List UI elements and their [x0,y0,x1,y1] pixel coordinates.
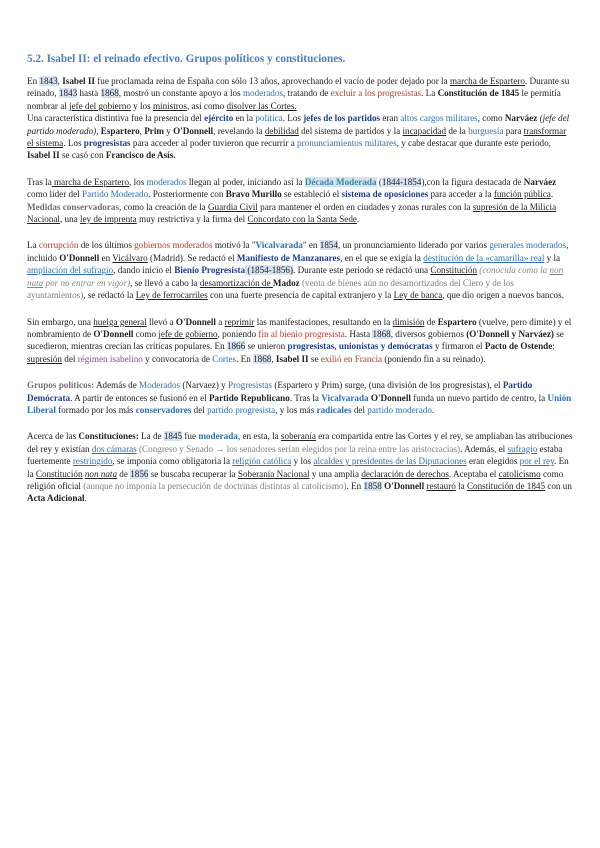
text-run: Narváez [523,176,557,187]
text-run: catolicismo [498,468,541,479]
text-run: . Durante este periodo se redactó una [293,265,431,276]
text-run: Narváez [504,113,538,124]
text-run: Constitución de 1845 [466,480,546,491]
text-run: (O'Donnell y Narváez) [466,328,554,339]
section-heading: 5.2. Isabel II: el reinado efectivo. Grupos políticos y constituciones. [27,53,346,65]
text-run: . [550,189,554,200]
text-run: Sin embargo, una [27,316,94,327]
text-run: de los últimos [78,240,135,251]
text-run: por no entrar en vigor) [43,277,131,288]
text-run: , así como [186,100,227,111]
text-run: , dando inicio el [113,265,175,276]
text-run: sistema de oposiciones [341,189,429,200]
text-run: Vicalvarada [255,240,303,251]
text-run: , se imponía como obligatoria la [112,456,233,467]
text-run: O'Donnell [59,252,100,263]
paragraph-1 [27,75,574,162]
text-run: transformar el sistema [27,125,567,149]
text-run: excluir a los progresistas [330,88,422,99]
text-run: y convocatoria de [142,353,213,364]
text-run: ley de imprenta [79,214,137,225]
text-run: 1845 [163,431,183,442]
text-run: 1843 [39,76,58,86]
text-run: , que dio origen a nuevos bancos. [442,290,564,301]
text-run: desamortización de [199,277,273,288]
text-run: Vicalvarada [321,392,369,403]
text-run: Espartero [437,316,477,327]
text-run: del [191,404,208,415]
text-run: (Congreso y Senado → los senadores serían elegidos por la reina entre las aristocracias) [139,443,461,454]
text-run: . En la [27,456,569,479]
text-run: supresión [27,353,62,364]
text-run: La [27,240,39,251]
paragraph-6 [27,379,574,416]
text-run: (jefe del partido moderado) [27,113,570,136]
text-run: (Narvaez) y [180,380,228,391]
text-run: Soberanía Nacional [237,468,310,479]
text-run: O'Donnell [175,316,216,327]
text-run: ministros [152,100,187,111]
text-run: política [255,113,283,124]
text-run: y los [291,456,314,467]
text-run: , se redactó la [83,290,136,301]
text-run: . Los [63,138,84,149]
text-run: . Posteriormente con [148,189,226,200]
text-run: alcaldes y presidentes de las Diputaciones [313,456,467,467]
text-run: y la [544,252,561,263]
text-run: religión católica [232,456,292,467]
text-run: marcha de Espartero [449,76,525,86]
text-run: 1856 [130,468,149,479]
text-run: destitución de la «camarilla» real [423,252,545,263]
text-run: Además de [94,380,140,391]
text-run: y una amplia [309,468,362,479]
text-run: (vuelve, pero dimite) [476,316,556,327]
text-run: : [552,341,555,352]
text-run: (1854-1856) [245,265,294,276]
text-run: declaración de derechos [361,468,449,479]
text-run: " en [302,240,320,251]
text-run: jefe del gobierno [69,100,131,111]
text-run: marcha de Espartero [51,176,130,187]
text-run: Partido Moderado [82,189,149,200]
text-run: , como la creación de la [119,201,208,212]
paragraph-7 [27,430,574,504]
text-run: O'Donnell [384,480,425,491]
text-run: debilidad [264,125,299,136]
text-run: (Espartero y Prim) surge, (una división de los progresistas), el [272,380,503,391]
text-run: de [424,316,438,327]
text-run: , mostró un constante apoyo a los [118,88,243,99]
text-run: . [356,214,360,225]
text-run: . En [236,353,254,364]
text-run: y el nombramiento de [27,316,572,339]
text-run: dos cámaras [91,443,137,454]
text-run: . Aceptaba el [448,468,499,479]
text-run: jefe de gobierno [158,328,218,339]
text-run: se casó con [59,150,106,161]
text-run: altos cargos militares [400,113,478,124]
text-run: , tratando de [282,88,331,99]
text-run: restauró [426,480,456,491]
text-run: las manifestaciones, resultando en la [254,316,393,327]
text-run: Vicálvaro [112,252,148,263]
text-run: muy restrictiva y la firma del [136,214,248,225]
text-run: Francisco de Asís [105,150,174,161]
text-run: motivó la " [212,240,256,251]
text-run: Constitución [430,265,478,276]
text-run: supresión de la Milicia Nacional [27,201,557,225]
text-run: , un pronunciamiento liderado por varios [338,240,490,251]
text-run: (aunque no imponía la persecución de doctrinas distintas al catolicismo) [83,480,347,491]
text-run: En [27,76,40,86]
text-run: disolver las Cortes. [226,100,297,111]
text-run: moderados [146,176,187,187]
text-run: . [431,404,435,415]
text-run: se [308,353,321,364]
text-run: pronunciamientos militares [297,138,397,149]
text-run: en la [233,113,256,124]
text-run: progresistas [83,138,131,149]
text-run: corrupción [38,240,79,251]
text-run: partido moderado [367,404,432,415]
text-run: 1854 [319,240,339,251]
text-run: , [57,76,63,86]
text-run: como líder del [27,189,82,200]
text-run: generales moderados [489,240,567,251]
text-run: O'Donnell [370,392,411,403]
text-run: , y cabe destacar que durante este periodo, [396,138,551,149]
text-run: de la [446,125,469,136]
text-run: llevó a [146,316,176,327]
text-run: Década Moderada [304,176,377,187]
text-run: Guardia Civil [207,201,258,212]
text-run: régimen isabelino [77,353,143,364]
text-run: y los [130,100,153,111]
text-run: , poniendo [217,328,259,339]
text-run: la [455,480,467,491]
text-run: Partido Republicano [208,392,290,403]
text-run: . En [346,480,364,491]
text-run: fue proclamada reina de España con sólo 13 años, aprovechando el vacío de poder dejado por la [94,76,450,86]
text-run: . La [421,88,438,99]
text-run: , los [129,176,147,187]
text-run: partido progresista [207,404,276,415]
text-run: Prim [144,125,164,136]
text-run: Isabel II [27,150,60,161]
text-run: ),con la figura destacada de [421,176,524,187]
text-run: . Tras la [289,392,322,403]
text-run: Madoz [272,277,300,288]
text-run: (conocida como la [479,265,550,276]
text-run: como [133,328,159,339]
text-run: Constituciones: [78,431,139,442]
text-run: , [139,125,145,136]
text-run: eran [380,113,401,124]
text-run: Acta Adicional [27,493,85,504]
text-run: ejército [204,113,234,124]
text-run: 1868 [100,88,119,99]
text-run: Unión Liberal [27,392,572,415]
text-run: reprimir [224,316,255,327]
text-run: , [271,353,276,364]
paragraph-4 [27,239,574,301]
text-run: se estableció el [281,189,342,200]
text-run: progresistas, unionistas y demócratas [287,341,433,352]
text-run: moderada [198,431,238,442]
text-run: ampliación del sufragio [27,265,114,276]
text-run: . Durante su reinado, [27,76,570,99]
paragraph-5 [27,316,574,366]
text-run: moderados [242,88,283,99]
text-run: de [117,468,131,479]
text-run: Partido Demócrata [27,380,533,403]
text-run: 1858 [363,480,382,491]
text-run: Cortes [212,353,237,364]
text-run: del sistema de partidos y la [298,125,403,136]
text-run: exilió en Francia [320,353,383,364]
text-run: Constitución [35,468,83,479]
text-run: se sucedieron, mientras crecían las críticas populares. En [27,328,564,352]
text-run: Grupos políticos: [27,380,95,391]
text-run: hasta [77,88,101,99]
text-run: funda un nuevo partido de centro, la [410,392,548,403]
text-run: era compartida entre las Cortes y el rey, se ampliaban las atribuciones del rey y existían [27,431,573,454]
text-run: función pública [493,189,551,200]
text-run: para [503,125,524,136]
text-run: Espartero [100,125,140,136]
text-run: jefes de los partidos [303,113,381,124]
text-run: . [173,150,176,161]
text-run: 1844-1854 [381,176,422,187]
text-run: . Los [282,113,304,124]
text-run: . Además, el [460,443,508,454]
text-run: eran elegidos [466,456,520,467]
text-run: con una fuerte presencia de capital extranjero y la [207,290,394,301]
text-run: llegan al poder, iniciando así la [186,176,305,187]
text-run: Bravo Murillo [225,189,282,200]
text-run: , en el que se exigía la [340,252,424,263]
text-run: burguesía [468,125,504,136]
text-run: Medidas conservadoras [27,201,120,212]
text-run: Moderados [139,380,181,391]
text-run: , incluido [27,240,569,263]
text-run: para acceder al poder tuvieron que recurrir a [130,138,298,149]
text-run: , se llevó a cabo la [130,277,200,288]
text-run: Manifiesto de Manzanares [236,252,341,263]
text-run: Constitución de 1845 [437,88,520,99]
text-run: Progresistas [228,380,273,391]
text-run: Tras la [27,176,52,187]
text-run: O'Donnell [173,125,214,136]
text-run: Ley de ferrocarriles [135,290,208,301]
text-run: non nata [27,265,564,288]
text-run: con un [545,480,572,491]
text-run: O'Donnell [93,328,134,339]
text-run: para mantener el orden en ciudades y zonas rurales con la [257,201,473,212]
text-run: , [96,125,101,136]
text-run: se buscaba recuperar la [148,468,238,479]
text-run: dimisión [392,316,425,327]
text-run: sufragio [507,443,538,454]
text-run: huelga general [93,316,147,327]
text-run: non nata [84,468,118,479]
text-run: y [163,125,174,136]
text-run: La de [138,431,164,442]
text-run: Isabel II [62,76,95,86]
text-run: por el rey [519,456,555,467]
text-run: le permitía nombrar al [27,88,561,111]
text-run: , diversos gobiernos [390,328,467,339]
text-run: 1868 [253,353,272,364]
text-run: para acceder a la [428,189,494,200]
text-run: soberanía [280,431,316,442]
text-run: Pacto de Ostende [484,341,553,352]
text-run: , revelando la [213,125,265,136]
text-run: estaba fuertemente [27,443,563,467]
text-run: Concordato con la Santa Sede [247,214,357,225]
text-run: Bienio Progresista [174,265,246,276]
text-run: (venta de bienes aún no desamortizados del Clero y de los ayuntamientos) [27,277,514,301]
text-run: Isabel II [275,353,309,364]
text-run: se unieron [245,341,288,352]
text-run: , en esta, la [237,431,281,442]
text-run: (poniendo fin a su reinado). [382,353,486,364]
text-run: radicales [316,404,352,415]
text-run: restringido [72,456,113,467]
text-run: Ley de banca [393,290,443,301]
paragraph-3 [27,176,574,226]
text-run: a [215,316,225,327]
text-run: gobiernos moderados [134,240,213,251]
text-run: fue [182,431,199,442]
text-run: incapacidad [402,125,447,136]
text-run: en [99,252,113,263]
text-run: , una [59,214,80,225]
text-run: Una característica distintiva fue la presencia del [27,113,205,124]
text-run: fin al bienio progresista [258,328,345,339]
text-run: 1866 [226,341,246,352]
text-run: Acerca de las [27,431,79,442]
text-run: , como [477,113,505,124]
text-run: , y los más [275,404,317,415]
text-run: . [84,493,87,504]
text-run: . Hasta [344,328,373,339]
text-run: 1868 [372,328,391,339]
text-run: del [61,353,78,364]
text-run: formado por los más [55,404,136,415]
text-run: y firmaron el [432,341,485,352]
text-run: 1843 [58,88,78,99]
text-run: del [351,404,368,415]
text-run: (Madrid). Se redactó el [147,252,237,263]
text-run: ( [376,176,382,187]
text-run: conservadores [135,404,192,415]
text-run: como religión oficial [27,468,564,491]
text-run: . A partir de entonces se fusionó en el [70,392,209,403]
